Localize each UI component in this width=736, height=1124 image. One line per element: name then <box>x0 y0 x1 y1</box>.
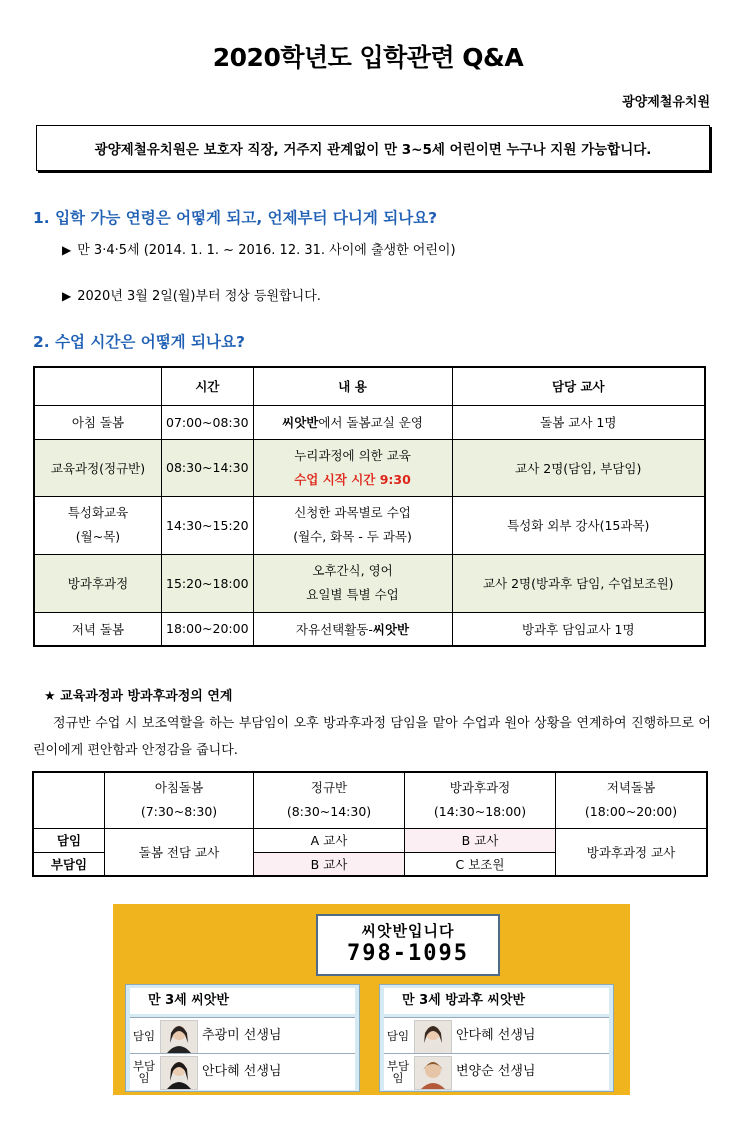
row-time: 14:30~15:20 <box>162 496 254 554</box>
teacher-card-right: 만 3세 방과후 씨앗반 담임 안다혜 선생님 부담임 변양순 선생님 <box>379 984 614 1092</box>
teacher-row: 부담임 안다혜 선생님 <box>130 1053 355 1090</box>
question-2: 2. 수업 시간은 어떻게 되나요? <box>33 333 245 351</box>
row-content: 자유선택활동-씨앗반 <box>253 612 452 646</box>
start-time-note: 수업 시작 시간 9:30 <box>294 471 411 487</box>
table-row <box>34 439 705 496</box>
teacher-row: 담임 안다혜 선생님 <box>384 1017 609 1054</box>
schedule-table <box>33 366 706 647</box>
row-name: 교육과정(정규반) <box>34 439 162 496</box>
classroom-sign-photo <box>113 904 630 1095</box>
row-name: 저녁 돌봄 <box>34 612 162 646</box>
table-header-row <box>34 367 705 405</box>
row-name: 방과후과정 <box>34 554 162 612</box>
teacher-photo <box>414 1056 452 1090</box>
teacher-photo <box>414 1020 452 1054</box>
row-content: 씨앗반에서 돌봄교실 운영 <box>253 405 452 439</box>
regular-main: A 교사 <box>254 828 405 852</box>
col-after: 방과후과정 (14:30~18:00) <box>405 772 556 828</box>
morning-teacher: 돌봄 전담 교사 <box>105 828 254 876</box>
organization-name: 광양제철유치원 <box>622 95 710 110</box>
row-content: 누리과정에 의한 교육 수업 시작 시간 9:30 <box>253 439 452 496</box>
bullet-icon: ▶ <box>62 289 72 303</box>
question-1: 1. 입학 가능 연령은 어떻게 되고, 언제부터 다니게 되나요? <box>33 209 438 227</box>
row-label: 부담임 <box>33 852 105 876</box>
notice-text: 광양제철유치원은 보호자 직장, 거주지 관계없이 만 3~5세 어린이면 누구나 지원 가능합니다. <box>94 142 652 158</box>
row-teacher: 방과후 담임교사 1명 <box>452 612 705 646</box>
table-header-row <box>33 772 707 828</box>
table-header: 시간 <box>162 367 254 405</box>
table-row <box>34 496 705 554</box>
table-header <box>34 367 162 405</box>
teacher-photo <box>160 1056 198 1090</box>
table-row <box>33 828 707 852</box>
evening-teacher: 방과후과정 교사 <box>556 828 708 876</box>
teacher-photo <box>160 1020 198 1054</box>
row-label: 담임 <box>33 828 105 852</box>
description-paragraph: 정규반 수업 시 보조역할을 하는 부담임이 오후 방과후과정 담임을 맡아 수업과 원아 상황을 연계하여 진행하므로 어린이에게 편안함과 안정감을 줍니다. <box>33 716 711 758</box>
answer-1-1: ▶ 만 3·4·5세 (2014. 1. 1. ~ 2016. 12. 31. 사이에 출생한 어린이) <box>62 243 456 258</box>
row-name: 특성화교육 (월~목) <box>34 496 162 554</box>
regular-sub: B 교사 <box>254 852 405 876</box>
teacher-card-left: 만 3세 씨앗반 담임 추광미 선생님 부담임 안다혜 선생님 <box>125 984 360 1092</box>
row-name: 아침 돌봄 <box>34 405 162 439</box>
table-row <box>34 405 705 439</box>
row-time: 18:00~20:00 <box>162 612 254 646</box>
class-sign: 씨앗반입니다 798-1095 <box>316 914 500 976</box>
row-teacher: 교사 2명(방과후 담임, 수업보조원) <box>452 554 705 612</box>
answer-1-2: ▶ 2020년 3월 2일(월)부터 정상 등원합니다. <box>62 289 321 304</box>
row-teacher: 돌봄 교사 1명 <box>452 405 705 439</box>
row-time: 15:20~18:00 <box>162 554 254 612</box>
col-morning: 아침돌봄 (7:30~8:30) <box>105 772 254 828</box>
row-content: 오후간식, 영어 요일별 특별 수업 <box>253 554 452 612</box>
notice-box <box>36 125 710 171</box>
table-header: 담당 교사 <box>452 367 705 405</box>
row-teacher: 특성화 외부 강사(15과목) <box>452 496 705 554</box>
row-content: 신청한 과목별로 수업 (월수, 화목 - 두 과목) <box>253 496 452 554</box>
bullet-icon: ▶ <box>62 243 72 257</box>
row-time: 07:00~08:30 <box>162 405 254 439</box>
row-time: 08:30~14:30 <box>162 439 254 496</box>
table-row <box>34 612 705 646</box>
link-table <box>32 771 708 877</box>
after-main: B 교사 <box>405 828 556 852</box>
after-sub: C 보조원 <box>405 852 556 876</box>
col-regular: 정규반 (8:30~14:30) <box>254 772 405 828</box>
table-row <box>34 554 705 612</box>
teacher-row: 부담임 변양순 선생님 <box>384 1053 609 1090</box>
phone-number: 798-1095 <box>347 941 469 966</box>
table-header: 내 용 <box>253 367 452 405</box>
section-heading: ★ 교육과정과 방과후과정의 연계 <box>44 689 233 704</box>
col-evening: 저녁돌봄 (18:00~20:00) <box>556 772 708 828</box>
row-teacher: 교사 2명(담임, 부담임) <box>452 439 705 496</box>
teacher-row: 담임 추광미 선생님 <box>130 1017 355 1054</box>
page-title: 2020학년도 입학관련 Q&A <box>212 43 524 72</box>
